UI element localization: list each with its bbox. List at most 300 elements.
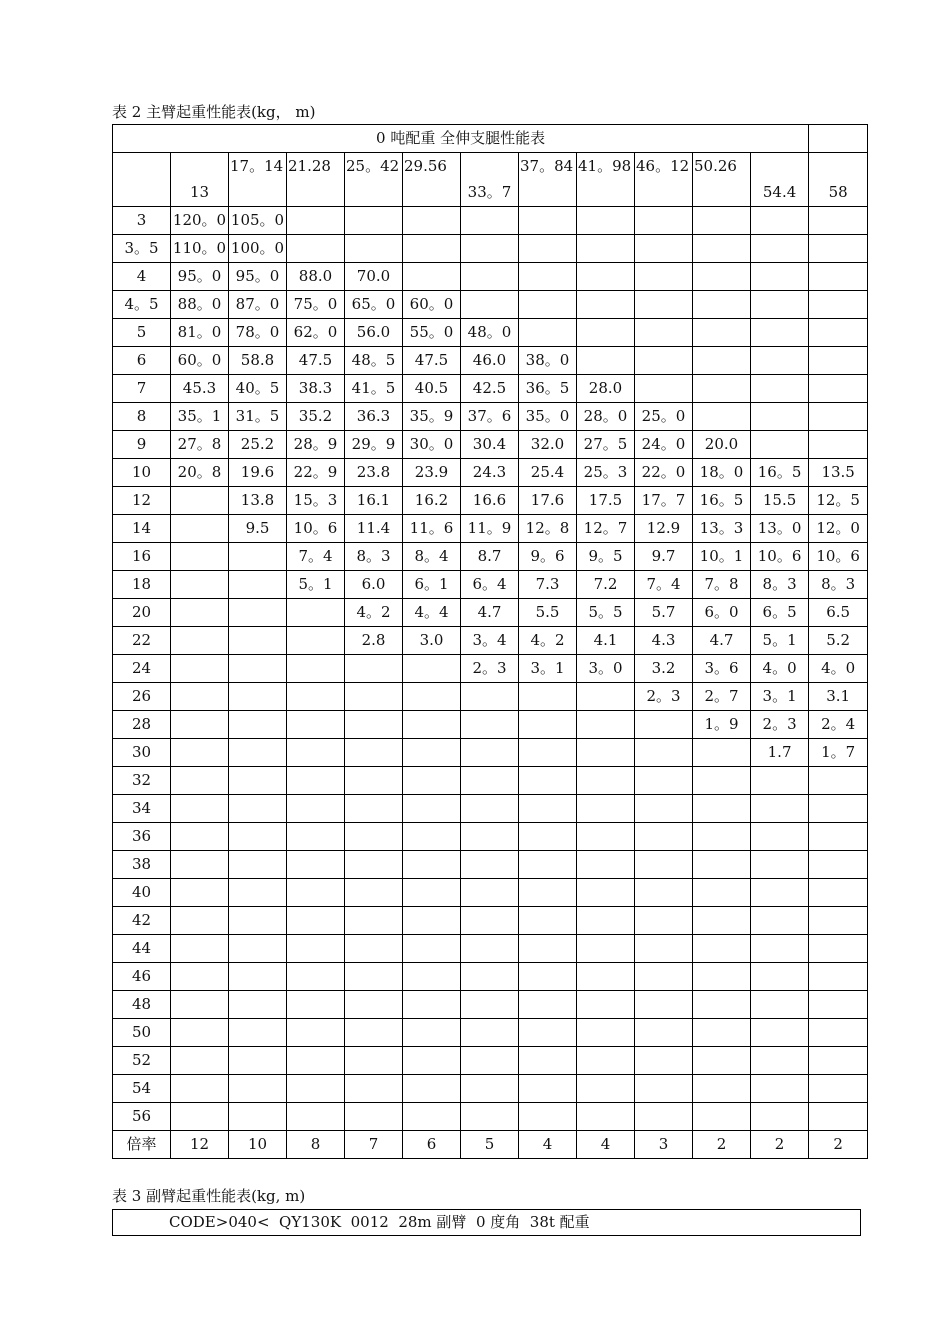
boom-length-header-cell: 50.26 bbox=[693, 153, 751, 207]
load-cell: 11。6 bbox=[403, 515, 461, 543]
load-cell: 2。3 bbox=[751, 711, 809, 739]
load-cell bbox=[345, 991, 403, 1019]
load-cell bbox=[519, 1047, 577, 1075]
load-cell bbox=[171, 1047, 229, 1075]
radius-cell: 20 bbox=[113, 599, 171, 627]
load-cell: 13.5 bbox=[809, 459, 868, 487]
load-cell bbox=[229, 711, 287, 739]
table-row bbox=[113, 655, 868, 683]
load-cell bbox=[287, 823, 345, 851]
load-cell bbox=[751, 907, 809, 935]
load-cell: 28。9 bbox=[287, 431, 345, 459]
load-cell bbox=[751, 235, 809, 263]
load-cell bbox=[693, 991, 751, 1019]
load-cell: 37。6 bbox=[461, 403, 519, 431]
load-cell bbox=[229, 851, 287, 879]
load-cell bbox=[577, 991, 635, 1019]
load-cell bbox=[345, 823, 403, 851]
radius-cell: 6 bbox=[113, 347, 171, 375]
load-cell: 2。7 bbox=[693, 683, 751, 711]
ratio-cell: 3 bbox=[635, 1131, 693, 1159]
load-cell bbox=[171, 879, 229, 907]
table2-caption: 表 2 主臂起重性能表(kg， m) bbox=[112, 103, 316, 121]
load-cell bbox=[519, 963, 577, 991]
radius-cell: 44 bbox=[113, 935, 171, 963]
load-cell bbox=[171, 851, 229, 879]
load-cell bbox=[461, 1019, 519, 1047]
table-row bbox=[113, 235, 868, 263]
radius-cell: 14 bbox=[113, 515, 171, 543]
radius-cell: 4。5 bbox=[113, 291, 171, 319]
load-cell bbox=[403, 991, 461, 1019]
load-cell bbox=[809, 263, 868, 291]
load-cell bbox=[171, 795, 229, 823]
load-cell bbox=[635, 207, 693, 235]
load-cell bbox=[519, 767, 577, 795]
load-cell bbox=[577, 291, 635, 319]
table-row bbox=[113, 403, 868, 431]
load-cell bbox=[345, 1019, 403, 1047]
load-cell: 4。0 bbox=[751, 655, 809, 683]
load-cell: 5。1 bbox=[751, 627, 809, 655]
load-cell: 6。1 bbox=[403, 571, 461, 599]
load-cell: 12.9 bbox=[635, 515, 693, 543]
load-cell: 29。9 bbox=[345, 431, 403, 459]
load-cell: 38。0 bbox=[519, 347, 577, 375]
load-cell bbox=[287, 1047, 345, 1075]
load-cell bbox=[809, 1103, 868, 1131]
load-cell: 13。3 bbox=[693, 515, 751, 543]
jib-code-box bbox=[112, 1209, 861, 1236]
ratio-cell: 7 bbox=[345, 1131, 403, 1159]
load-cell: 88.0 bbox=[287, 263, 345, 291]
load-cell bbox=[519, 1019, 577, 1047]
ratio-cell: 6 bbox=[403, 1131, 461, 1159]
load-cell: 7。4 bbox=[635, 571, 693, 599]
boom-length-header-cell: 41。98 bbox=[577, 153, 635, 207]
load-cell bbox=[171, 1019, 229, 1047]
load-cell bbox=[403, 711, 461, 739]
load-cell bbox=[519, 683, 577, 711]
load-cell bbox=[345, 879, 403, 907]
load-cell bbox=[519, 235, 577, 263]
load-cell bbox=[577, 767, 635, 795]
table-row bbox=[113, 319, 868, 347]
radius-cell: 52 bbox=[113, 1047, 171, 1075]
load-cell: 10。6 bbox=[809, 543, 868, 571]
load-cell bbox=[751, 963, 809, 991]
load-cell bbox=[345, 711, 403, 739]
load-cell bbox=[229, 543, 287, 571]
load-cell: 8.7 bbox=[461, 543, 519, 571]
boom-length-header-cell: 13 bbox=[171, 153, 229, 207]
load-cell bbox=[461, 991, 519, 1019]
load-cell: 6.0 bbox=[345, 571, 403, 599]
load-cell: 23.9 bbox=[403, 459, 461, 487]
load-cell bbox=[287, 879, 345, 907]
load-cell bbox=[461, 823, 519, 851]
load-cell bbox=[693, 207, 751, 235]
load-cell: 4。2 bbox=[345, 599, 403, 627]
load-cell bbox=[577, 823, 635, 851]
load-cell: 4.7 bbox=[693, 627, 751, 655]
load-cell: 5.5 bbox=[519, 599, 577, 627]
load-cell: 100。0 bbox=[229, 235, 287, 263]
load-cell bbox=[577, 1019, 635, 1047]
load-cell bbox=[287, 991, 345, 1019]
load-cell bbox=[345, 1103, 403, 1131]
load-cell: 47.5 bbox=[403, 347, 461, 375]
load-cell: 12。5 bbox=[809, 487, 868, 515]
radius-cell: 16 bbox=[113, 543, 171, 571]
table-row bbox=[113, 375, 868, 403]
load-cell: 8。4 bbox=[403, 543, 461, 571]
load-cell bbox=[809, 879, 868, 907]
load-cell: 8。3 bbox=[751, 571, 809, 599]
ratio-cell: 4 bbox=[519, 1131, 577, 1159]
load-cell bbox=[519, 851, 577, 879]
load-cell bbox=[229, 963, 287, 991]
load-cell bbox=[635, 879, 693, 907]
load-cell: 32.0 bbox=[519, 431, 577, 459]
table-row bbox=[113, 963, 868, 991]
ratio-cell: 12 bbox=[171, 1131, 229, 1159]
load-cell bbox=[461, 795, 519, 823]
load-cell: 13.8 bbox=[229, 487, 287, 515]
load-cell bbox=[229, 991, 287, 1019]
load-cell: 46.0 bbox=[461, 347, 519, 375]
load-cell bbox=[461, 1075, 519, 1103]
radius-cell: 50 bbox=[113, 1019, 171, 1047]
load-cell: 16。5 bbox=[693, 487, 751, 515]
load-cell bbox=[693, 375, 751, 403]
ratio-cell: 4 bbox=[577, 1131, 635, 1159]
load-cell: 11.4 bbox=[345, 515, 403, 543]
load-cell: 3.0 bbox=[403, 627, 461, 655]
table-row bbox=[113, 515, 868, 543]
load-cell: 4.1 bbox=[577, 627, 635, 655]
load-cell bbox=[403, 235, 461, 263]
load-cell bbox=[171, 991, 229, 1019]
load-cell bbox=[229, 1047, 287, 1075]
table-row bbox=[113, 347, 868, 375]
load-cell bbox=[171, 627, 229, 655]
table-row bbox=[113, 431, 868, 459]
load-cell bbox=[345, 935, 403, 963]
load-cell: 3。4 bbox=[461, 627, 519, 655]
load-cell bbox=[287, 739, 345, 767]
load-cell bbox=[345, 683, 403, 711]
load-cell: 95。0 bbox=[229, 263, 287, 291]
load-cell bbox=[171, 543, 229, 571]
load-cell bbox=[751, 347, 809, 375]
main-boom-load-table bbox=[112, 124, 868, 1159]
load-cell bbox=[171, 571, 229, 599]
load-cell bbox=[171, 963, 229, 991]
table-row bbox=[113, 739, 868, 767]
load-cell bbox=[577, 235, 635, 263]
load-cell bbox=[751, 263, 809, 291]
load-cell bbox=[693, 319, 751, 347]
load-cell bbox=[577, 319, 635, 347]
load-cell: 42.5 bbox=[461, 375, 519, 403]
load-cell: 35。1 bbox=[171, 403, 229, 431]
ratio-cell: 2 bbox=[809, 1131, 868, 1159]
load-cell bbox=[461, 1047, 519, 1075]
load-cell bbox=[403, 767, 461, 795]
load-cell bbox=[287, 683, 345, 711]
load-cell bbox=[693, 739, 751, 767]
load-cell bbox=[635, 851, 693, 879]
load-cell: 17.6 bbox=[519, 487, 577, 515]
table-row bbox=[113, 1075, 868, 1103]
load-cell bbox=[809, 851, 868, 879]
load-cell bbox=[287, 599, 345, 627]
load-cell: 48。5 bbox=[345, 347, 403, 375]
radius-cell: 40 bbox=[113, 879, 171, 907]
load-cell bbox=[171, 767, 229, 795]
load-cell: 36。5 bbox=[519, 375, 577, 403]
load-cell bbox=[403, 1103, 461, 1131]
boom-length-header-cell: 17。14 bbox=[229, 153, 287, 207]
load-cell: 16。5 bbox=[751, 459, 809, 487]
load-cell: 88。0 bbox=[171, 291, 229, 319]
load-cell bbox=[751, 1075, 809, 1103]
load-cell: 47.5 bbox=[287, 347, 345, 375]
load-cell: 5。5 bbox=[577, 599, 635, 627]
table-row bbox=[113, 935, 868, 963]
load-cell: 22。0 bbox=[635, 459, 693, 487]
load-cell bbox=[519, 1103, 577, 1131]
load-cell: 12。8 bbox=[519, 515, 577, 543]
load-cell bbox=[635, 347, 693, 375]
load-cell bbox=[751, 319, 809, 347]
load-cell: 25.4 bbox=[519, 459, 577, 487]
load-cell: 19.6 bbox=[229, 459, 287, 487]
load-cell bbox=[345, 235, 403, 263]
load-cell bbox=[577, 347, 635, 375]
load-cell bbox=[461, 851, 519, 879]
load-cell bbox=[229, 571, 287, 599]
load-cell bbox=[635, 235, 693, 263]
load-cell: 3。6 bbox=[693, 655, 751, 683]
load-cell: 7。8 bbox=[693, 571, 751, 599]
load-cell bbox=[229, 683, 287, 711]
load-cell: 58.8 bbox=[229, 347, 287, 375]
table-row bbox=[113, 263, 868, 291]
load-cell bbox=[345, 1075, 403, 1103]
load-cell bbox=[229, 907, 287, 935]
load-cell bbox=[403, 907, 461, 935]
radius-cell: 10 bbox=[113, 459, 171, 487]
radius-cell: 38 bbox=[113, 851, 171, 879]
load-cell: 81。0 bbox=[171, 319, 229, 347]
load-cell: 30.4 bbox=[461, 431, 519, 459]
load-cell: 4.3 bbox=[635, 627, 693, 655]
load-cell bbox=[403, 1047, 461, 1075]
load-cell bbox=[229, 1019, 287, 1047]
load-cell bbox=[693, 1103, 751, 1131]
radius-cell: 46 bbox=[113, 963, 171, 991]
load-cell bbox=[809, 375, 868, 403]
table-row bbox=[113, 571, 868, 599]
load-cell bbox=[751, 823, 809, 851]
load-cell: 8。3 bbox=[809, 571, 868, 599]
load-cell bbox=[345, 1047, 403, 1075]
load-cell: 1.7 bbox=[751, 739, 809, 767]
load-cell bbox=[403, 823, 461, 851]
radius-cell: 30 bbox=[113, 739, 171, 767]
boom-length-header-cell: 29.56 bbox=[403, 153, 461, 207]
load-cell bbox=[171, 711, 229, 739]
load-cell: 7。4 bbox=[287, 543, 345, 571]
load-cell bbox=[345, 207, 403, 235]
load-cell: 11。9 bbox=[461, 515, 519, 543]
load-cell bbox=[171, 599, 229, 627]
radius-cell: 3。5 bbox=[113, 235, 171, 263]
load-cell bbox=[635, 823, 693, 851]
load-cell: 87。0 bbox=[229, 291, 287, 319]
ratio-cell: 2 bbox=[693, 1131, 751, 1159]
load-cell bbox=[635, 1103, 693, 1131]
radius-cell: 22 bbox=[113, 627, 171, 655]
load-cell bbox=[519, 739, 577, 767]
boom-length-header-cell: 37。84 bbox=[519, 153, 577, 207]
load-cell bbox=[751, 291, 809, 319]
load-cell bbox=[809, 795, 868, 823]
load-cell bbox=[287, 1103, 345, 1131]
load-cell bbox=[809, 235, 868, 263]
load-cell bbox=[287, 907, 345, 935]
load-cell bbox=[171, 1075, 229, 1103]
load-cell bbox=[461, 907, 519, 935]
radius-cell: 8 bbox=[113, 403, 171, 431]
load-cell bbox=[693, 935, 751, 963]
load-cell: 20。8 bbox=[171, 459, 229, 487]
load-cell bbox=[809, 1075, 868, 1103]
load-cell: 60。0 bbox=[403, 291, 461, 319]
load-cell bbox=[287, 711, 345, 739]
load-cell bbox=[229, 935, 287, 963]
table-row bbox=[113, 683, 868, 711]
load-cell bbox=[635, 739, 693, 767]
load-cell: 17。7 bbox=[635, 487, 693, 515]
table-row bbox=[113, 543, 868, 571]
load-cell: 16.2 bbox=[403, 487, 461, 515]
load-cell bbox=[693, 1075, 751, 1103]
load-cell bbox=[635, 991, 693, 1019]
load-cell bbox=[519, 291, 577, 319]
load-cell: 9。5 bbox=[577, 543, 635, 571]
radius-cell: 34 bbox=[113, 795, 171, 823]
load-cell: 10。6 bbox=[751, 543, 809, 571]
load-cell bbox=[403, 935, 461, 963]
load-cell: 36.3 bbox=[345, 403, 403, 431]
load-cell: 2。4 bbox=[809, 711, 868, 739]
load-cell bbox=[577, 879, 635, 907]
load-cell: 15.5 bbox=[751, 487, 809, 515]
load-cell bbox=[577, 963, 635, 991]
header-corner-cell bbox=[113, 153, 171, 207]
load-cell bbox=[809, 1047, 868, 1075]
boom-length-header-row bbox=[113, 153, 868, 207]
jib-code-line: CODE>040< QY130K 0012 28m 副臂 0 度角 38t 配重 bbox=[169, 1213, 590, 1231]
table-row bbox=[113, 627, 868, 655]
load-cell: 6.5 bbox=[809, 599, 868, 627]
load-cell bbox=[809, 431, 868, 459]
load-cell: 1。9 bbox=[693, 711, 751, 739]
load-cell bbox=[287, 235, 345, 263]
load-cell: 2。3 bbox=[461, 655, 519, 683]
table-title: 0 吨配重 全伸支腿性能表 bbox=[113, 125, 809, 153]
load-cell bbox=[809, 907, 868, 935]
load-cell bbox=[287, 627, 345, 655]
table-row bbox=[113, 291, 868, 319]
load-cell bbox=[171, 907, 229, 935]
load-cell: 4。4 bbox=[403, 599, 461, 627]
load-cell bbox=[577, 683, 635, 711]
load-cell bbox=[635, 907, 693, 935]
load-cell bbox=[403, 207, 461, 235]
load-cell bbox=[809, 963, 868, 991]
load-cell bbox=[171, 487, 229, 515]
radius-cell: 12 bbox=[113, 487, 171, 515]
load-cell bbox=[171, 683, 229, 711]
radius-cell: 3 bbox=[113, 207, 171, 235]
load-cell bbox=[519, 935, 577, 963]
load-cell: 25.2 bbox=[229, 431, 287, 459]
load-cell bbox=[519, 263, 577, 291]
load-cell: 40。5 bbox=[229, 375, 287, 403]
boom-length-header-cell: 21.28 bbox=[287, 153, 345, 207]
load-cell bbox=[809, 767, 868, 795]
load-cell bbox=[635, 1019, 693, 1047]
load-cell: 25。0 bbox=[635, 403, 693, 431]
load-cell bbox=[693, 767, 751, 795]
load-cell: 75。0 bbox=[287, 291, 345, 319]
load-cell bbox=[229, 795, 287, 823]
load-cell bbox=[577, 739, 635, 767]
table-row bbox=[113, 795, 868, 823]
load-cell bbox=[519, 319, 577, 347]
load-cell bbox=[461, 263, 519, 291]
load-cell bbox=[229, 739, 287, 767]
load-cell bbox=[287, 1075, 345, 1103]
table-row bbox=[113, 991, 868, 1019]
load-cell: 48。0 bbox=[461, 319, 519, 347]
load-cell bbox=[461, 767, 519, 795]
load-cell bbox=[809, 935, 868, 963]
load-cell bbox=[693, 823, 751, 851]
load-cell bbox=[577, 935, 635, 963]
table-row bbox=[113, 823, 868, 851]
load-cell: 20.0 bbox=[693, 431, 751, 459]
load-cell bbox=[229, 767, 287, 795]
load-cell: 16.6 bbox=[461, 487, 519, 515]
load-cell bbox=[461, 235, 519, 263]
load-cell: 62。0 bbox=[287, 319, 345, 347]
load-cell bbox=[461, 935, 519, 963]
radius-cell: 56 bbox=[113, 1103, 171, 1131]
load-cell bbox=[519, 1075, 577, 1103]
load-cell bbox=[635, 1075, 693, 1103]
load-cell: 24.3 bbox=[461, 459, 519, 487]
load-cell: 2。3 bbox=[635, 683, 693, 711]
ratio-cell: 5 bbox=[461, 1131, 519, 1159]
load-cell bbox=[809, 319, 868, 347]
load-cell: 35。9 bbox=[403, 403, 461, 431]
load-cell bbox=[461, 291, 519, 319]
